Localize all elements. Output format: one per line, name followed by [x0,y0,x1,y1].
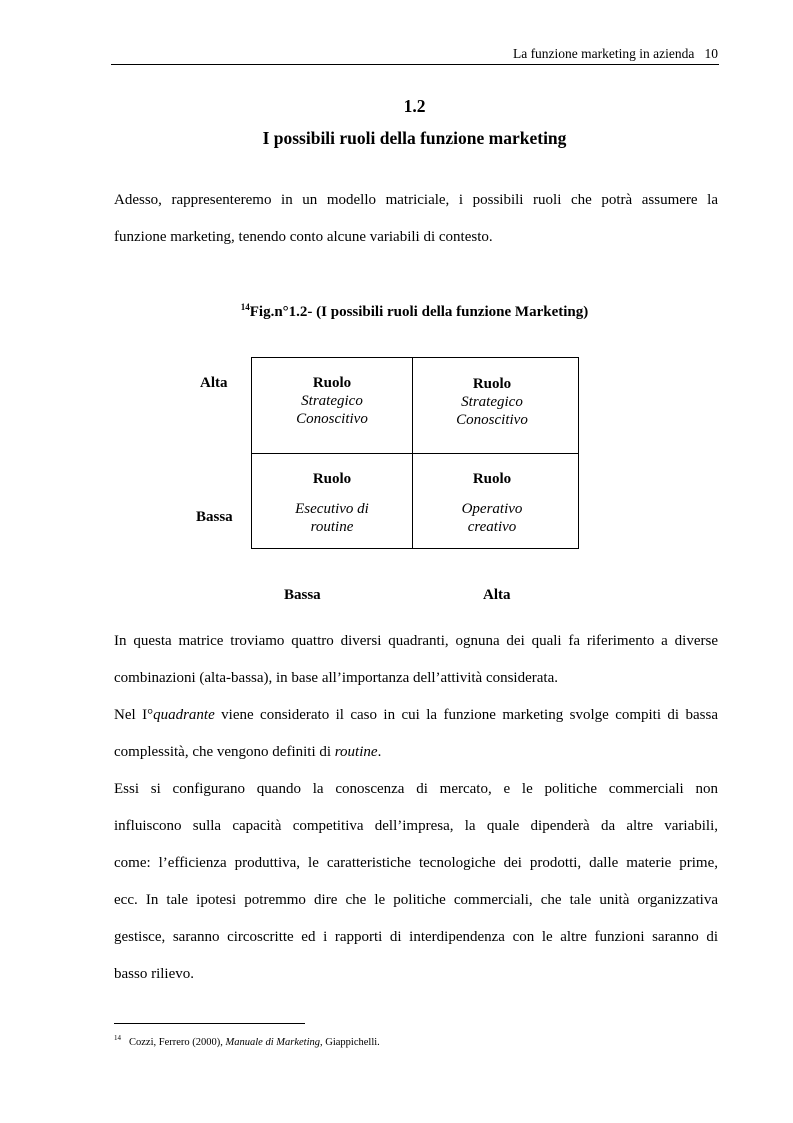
body-line: basso rilievo. [114,966,194,982]
intro-paragraph [114,182,718,256]
roles-matrix [251,357,579,549]
body-line: ecc. In tale ipotesi potremmo dire che le politiche commerciali, che tale unità organizzativa [114,892,718,908]
cell-top-right [412,375,572,429]
col-label-right: Alta [483,587,511,603]
footnote-rule [114,1023,305,1024]
running-title: La funzione marketing in azienda [512,46,695,61]
body-line: gestisce, saranno circoscritte ed i rapporti di interdipendenza con le altre funzioni saranno di [114,929,718,945]
matrix-horizontal-divider [252,453,578,454]
row-label-bottom: Bassa [196,509,233,525]
cell-line-2: Conoscitivo [456,412,528,428]
cell-title: Ruolo [472,376,512,392]
cell-title: Ruolo [312,375,352,391]
page-number: 10 [704,46,718,61]
col-label-left: Bassa [284,587,321,603]
cell-line-1: Operativo [461,501,523,517]
cell-line-2: routine [310,519,354,535]
footnote [114,1031,380,1050]
body-text [114,623,718,993]
intro-line-2: funzione marketing, tenendo conto alcune variabili di contesto. [114,229,493,245]
running-header [112,46,718,62]
figure-footnote-ref: 14 [240,302,250,312]
body-line: influiscono sulla capacità competitiva dell’impresa, la quale dipenderà da altre variabili, [114,818,718,834]
header-rule [111,64,719,65]
text-run: complessità, che vengono definiti di [114,744,335,760]
cell-line-2: Conoscitivo [296,411,368,427]
text-run: . [377,744,382,760]
cell-title: Ruolo [312,471,352,487]
cell-line-2: creativo [467,519,517,535]
section-title: I possibili ruoli della funzione marketing [262,128,567,148]
figure-caption-text: Fig.n°1.2- (I possibili ruoli della funzione Marketing) [249,304,589,320]
section-number: 1.2 [403,96,426,116]
body-line: come: l’efficienza produttiva, le caratteristiche tecnologiche dei prodotti, dalle materie prime, [114,855,718,871]
footnote-publisher: , Giappichelli. [320,1037,380,1048]
intro-line-1: Adesso, rappresenteremo in un modello matriciale, i possibili ruoli che potrà assumere la [114,192,718,208]
text-run: Nel I° [114,707,154,723]
emphasis-routine: routine [334,744,378,760]
body-line: In questa matrice troviamo quattro diversi quadranti, ognuna dei quali fa riferimento a diverse [114,633,718,649]
row-label-top: Alta [200,375,228,391]
cell-line-1: Strategico [301,393,363,409]
footnote-book-title: Manuale di Marketing [225,1037,320,1048]
body-line: Essi si configurano quando la conoscenza di mercato, e le politiche commerciali non [114,781,718,797]
footnote-text: Cozzi, Ferrero (2000), [129,1037,226,1048]
cell-bottom-right [412,470,572,536]
text-run: viene considerato il caso in cui la funzione marketing svolge compiti di bassa [214,707,719,723]
cell-title: Ruolo [472,471,512,487]
emphasis-quadrante: quadrante [153,707,215,723]
footnote-number: 14 [114,1034,121,1042]
body-line [114,697,718,734]
figure-caption [0,302,793,321]
cell-top-left [252,374,412,428]
cell-line-1: Esecutivo di [295,501,369,517]
body-line [114,734,718,771]
body-line: combinazioni (alta-bassa), in base all’importanza dell’attività considerata. [114,670,558,686]
cell-line-1: Strategico [461,394,523,410]
cell-bottom-left [252,470,412,536]
